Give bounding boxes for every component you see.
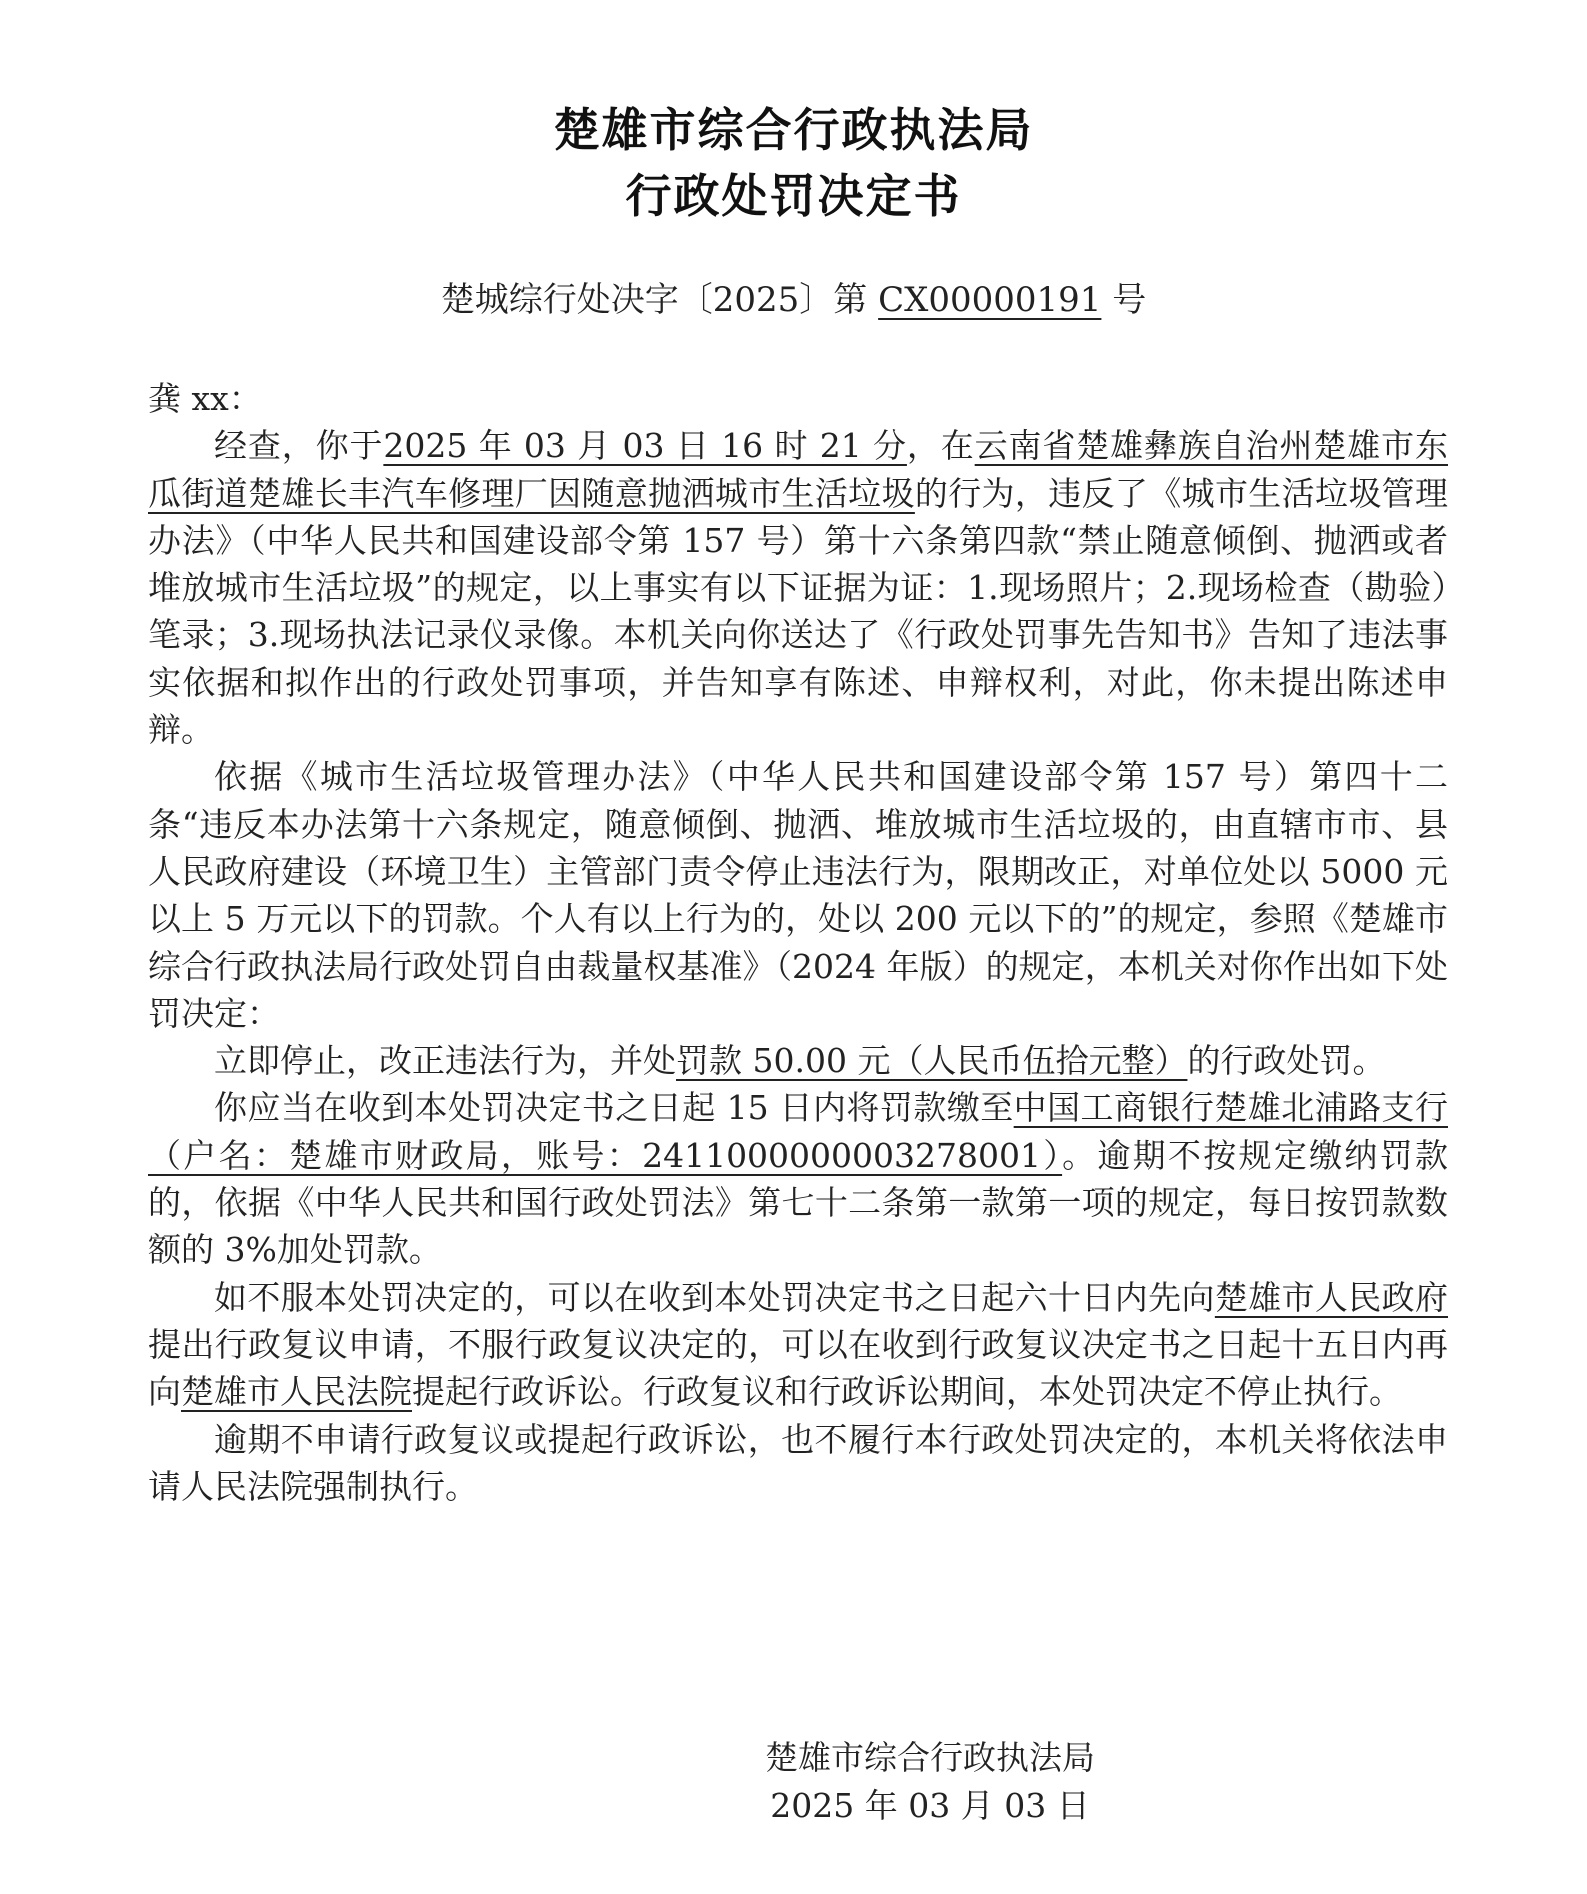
document-number-code: CX00000191 bbox=[878, 280, 1102, 320]
penalty-amount: 罚款 50.00 元（人民币伍拾元整） bbox=[676, 1041, 1188, 1081]
payment-text-1: 你应当在收到本处罚决定书之日起 15 日内将罚款缴至 bbox=[214, 1088, 1014, 1128]
signature-date: 2025 年 03 月 03 日 bbox=[770, 1786, 1090, 1825]
agency-title: 楚雄市综合行政执法局 bbox=[553, 103, 1034, 157]
document-body bbox=[148, 375, 1448, 1510]
review-authority: 楚雄市人民政府 bbox=[1214, 1277, 1449, 1317]
document-number-suffix: 号 bbox=[1112, 280, 1147, 320]
document-title: 行政处罚决定书 bbox=[625, 169, 962, 223]
violation-location: 云南省楚雄彝族自治州楚雄市东瓜街道楚雄长丰汽车修理厂因随意抛洒城市生活垃圾 bbox=[148, 426, 1449, 513]
payment-text-2: 。逾期不按规定缴纳罚款的，依据《中华人民共和国行政处罚法》第七十二条第一款第一项的规定，每日按罚款数额的 3%加处罚款。 bbox=[148, 1135, 1449, 1270]
legal-basis-paragraph: 依据《城市生活垃圾管理办法》（中华人民共和国建设部令第 157 号）第四十二条“违反本办法第十六条规定，随意倾倒、抛洒、堆放城市生活垃圾的，由直辖市市、县人民政府建设（环境卫生）主管部门责令停止违法行为，限期改正，对单位处以 5000 元以上 5 万元以下的罚款。个人有以上行为的，处以 200 元以下的”的规定，参照《楚雄市综合行政执法局行政处罚自由裁量权基准》（2024 年版）的规定，本机关对你作出如下处罚决定： bbox=[148, 757, 1448, 1033]
addressee: 龚 xx： bbox=[148, 379, 262, 418]
appeal-text-1: 如不服本处罚决定的，可以在收到本处罚决定书之日起六十日内先向 bbox=[214, 1277, 1215, 1317]
appeal-text-2: 提出行政复议申请，不服行政复议决定的，可以在收到行政复议决定书之日起十五日内再向 bbox=[148, 1324, 1448, 1412]
facts-text-3: 的行为，违反了《城市生活垃圾管理办法》（中华人民共和国建设部令第 157 号）第十六条第四款“禁止随意倾倒、抛洒或者堆放城市生活垃圾”的规定，以上事实有以下证据为证：1.现场照片；2.现场检查（勘验）笔录；3.现场执法记录仪录像。本机关向你送达了《行政处罚事先告知书》告知了违法事实依据和拟作出的行政处罚事项，并告知享有陈述、申辩权利，对此，你未提出陈述申辩。 bbox=[148, 473, 1449, 750]
penalty-paragraph bbox=[148, 1037, 1448, 1084]
facts-paragraph bbox=[148, 422, 1448, 753]
enforcement-paragraph: 逾期不申请行政复议或提起行政诉讼，也不履行本行政处罚决定的，本机关将依法申请人民法院强制执行。 bbox=[148, 1419, 1448, 1506]
penalty-text-2: 的行政处罚。 bbox=[1187, 1041, 1386, 1081]
facts-text-1: 经查，你于 bbox=[214, 426, 384, 466]
document-number-prefix: 楚城综行处决字〔2025〕第 bbox=[440, 280, 868, 320]
violation-time: 2025 年 03 月 03 日 16 时 21 分 bbox=[383, 426, 907, 466]
payment-paragraph bbox=[148, 1084, 1448, 1273]
appeal-text-3: 提起行政诉讼。行政复议和行政诉讼期间，本处罚决定不停止执行。 bbox=[412, 1372, 1402, 1412]
appeal-paragraph bbox=[148, 1274, 1448, 1416]
payment-account: 中国工商银行楚雄北浦路支行（户名：楚雄市财政局，账号：2411000000003278001） bbox=[148, 1088, 1448, 1175]
document-number bbox=[0, 272, 1587, 321]
court-name: 楚雄市人民法院 bbox=[181, 1372, 412, 1412]
facts-text-2: ，在 bbox=[906, 426, 975, 466]
penalty-text-1: 立即停止，改正违法行为，并处 bbox=[214, 1041, 676, 1081]
signature-organization: 楚雄市综合行政执法局 bbox=[765, 1738, 1095, 1777]
